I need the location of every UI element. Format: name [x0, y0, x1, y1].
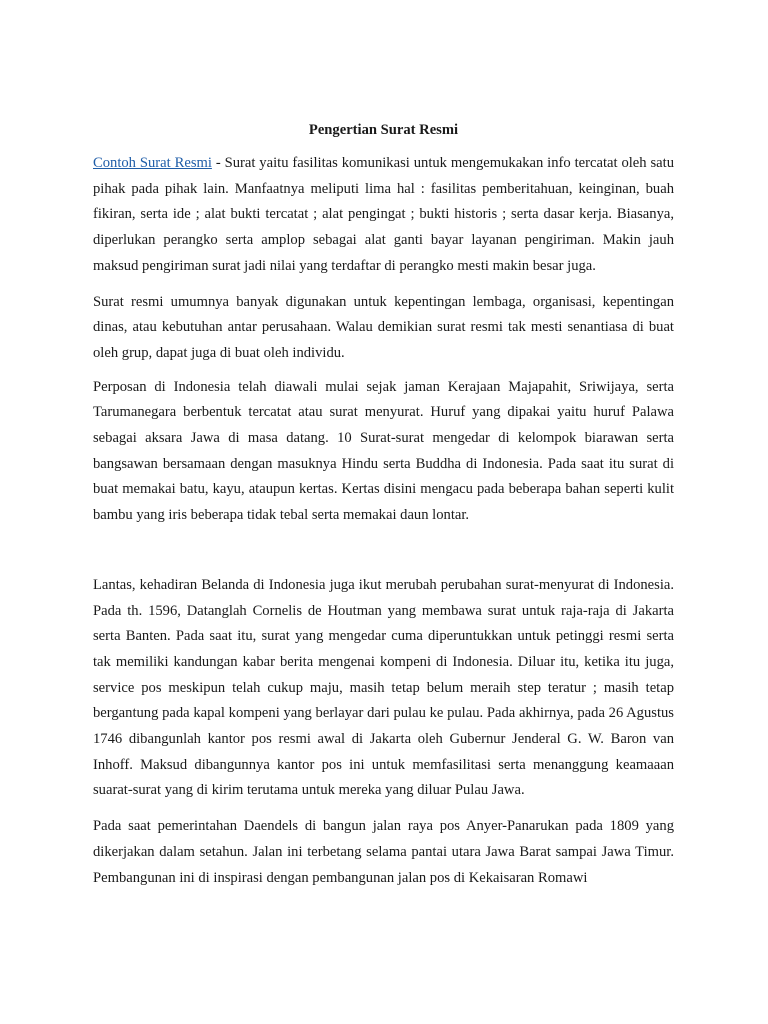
paragraph-intro-text: - Surat yaitu fasilitas komunikasi untuk mengemukakan info tercatat oleh satu pihak pada pihak lain. Manfaatnya meliputi lima hal : fasilitas pemberitahuan, keinginan, buah fikiran, serta ide ; alat bukti tercatat ; alat pengingat ; bukti historis ; serta dasar kerja. Biasanya, diperlukan perangko serta amplop sebagai alat ganti bayar layanan pengiriman. Makin jauh maksud pengiriman surat jadi nilai yang terdaftar di perangko mesti makin besar juga.	[93, 155, 674, 274]
paragraph-3: Perposan di Indonesia telah diawali mulai sejak jaman Kerajaan Majapahit, Sriwijaya, serta Tarumanegara berbentuk tercatat atau surat menyurat. Huruf yang dipakai yaitu huruf Palawa sebagai aksara Jawa di masa datang. 10 Surat-surat mengedar di kelompok biarawan serta bangsawan bersamaan dengan masuknya Hindu serta Buddha di Indonesia. Pada saat itu surat di buat memakai batu, kayu, ataupun kertas. Kertas disini mengacu pada beberapa bahan seperti kulit bambu yang iris beberapa tidak tebal serta memakai daun lontar.	[93, 378, 674, 524]
contoh-surat-resmi-link[interactable]: Contoh Surat Resmi	[93, 155, 212, 171]
paragraph-intro	[93, 151, 674, 280]
document-title: Pengertian Surat Resmi	[308, 122, 459, 138]
paragraph-5: Pada saat pemerintahan Daendels di bangun jalan raya pos Anyer-Panarukan pada 1809 yang dikerjakan dalam setahun. Jalan ini terbetang selama pantai utara Jawa Barat sampai Jawa Timur. Pembangunan ini di inspirasi dengan pembangunan jalan pos di Kekaisaran Romawi	[93, 818, 674, 886]
document-page	[93, 119, 674, 891]
paragraph-4: Lantas, kehadiran Belanda di Indonesia juga ikut merubah perubahan surat-menyurat di Indonesia. Pada th. 1596, Datanglah Cornelis de Houtman yang membawa surat untuk raja-raja di Jakarta serta Banten. Pada saat itu, surat yang mengedar cuma diperuntukkan untuk petinggi resmi serta tak memiliki kandungan kabar berita mengenai kompeni di Indonesia. Diluar itu, ketika itu juga, service pos meskipun telah cukup maju, masih tetap belum meraih step teratur ; masih tetap bergantung pada kapal kompeni yang berlayar dari pulau ke pulau. Pada akhirnya, pada 26 Agustus 1746 dibangunlah kantor pos resmi awal di Jakarta oleh Gubernur Jenderal G. W. Baron van Inhoff. Maksud dibangunnya kantor pos ini untuk memfasilitasi serta menanggung keamaaan suarat-surat yang di kirim terutama untuk mereka yang diluar Pulau Jawa.	[93, 576, 674, 799]
paragraph-2: Surat resmi umumnya banyak digunakan untuk kepentingan lembaga, organisasi, kepentingan dinas, atau kebutuhan antar perusahaan. Walau demikian surat resmi tak mesti senantiasa di buat oleh grup, dapat juga di buat oleh individu.	[93, 293, 674, 361]
